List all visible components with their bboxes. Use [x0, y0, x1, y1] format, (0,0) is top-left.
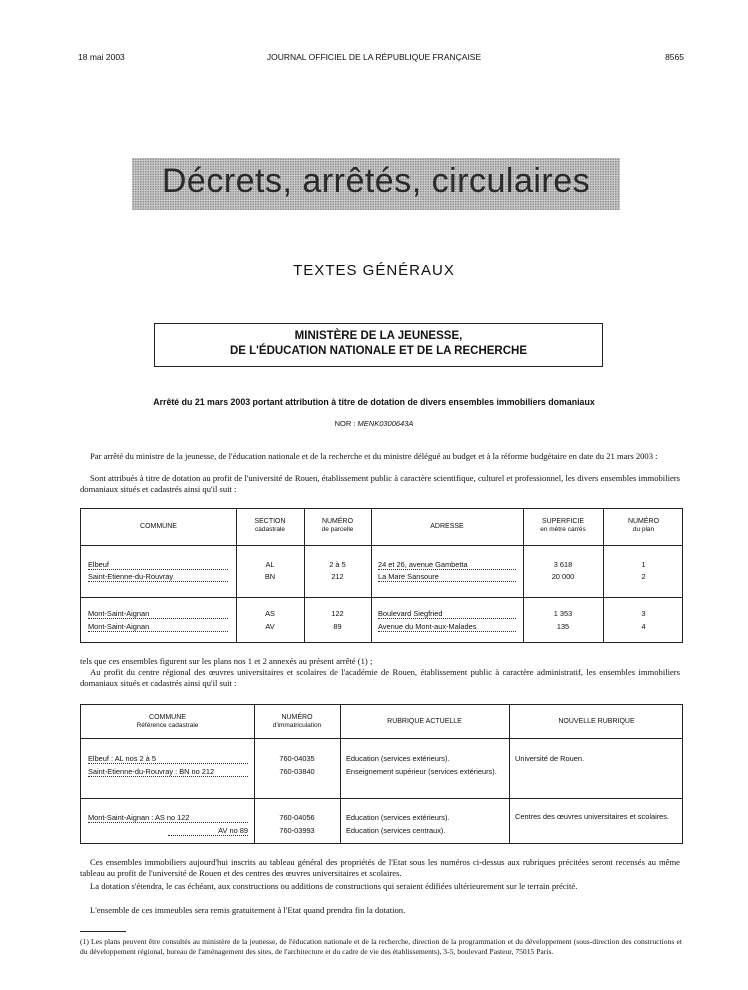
table-row: AV no 89	[88, 826, 248, 836]
journal-title: JOURNAL OFFICIEL DE LA RÉPUBLIQUE FRANÇAISE	[266, 52, 482, 62]
cell-immatriculation: 760-03993	[279, 826, 315, 835]
col-header-commune: COMMUNE	[140, 523, 177, 530]
cell-plan: 2	[641, 572, 646, 581]
cell-parcelle: 122	[331, 609, 344, 618]
paragraph-2-text: Sont attribués à titre de dotation au profit de l'université de Rouen, établissement public à caractère scientifique, culturel et professionnel, les divers ensembles immobiliers domaniaux situés et cadastrés ainsi qu'il suit :	[80, 473, 680, 494]
cell-parcelle: 212	[331, 572, 344, 581]
ministry-line-2: DE L'ÉDUCATION NATIONALE ET DE LA RECHERCHE	[229, 345, 528, 357]
col-header-commune: COMMUNE Référence cadastrale	[136, 714, 199, 729]
paragraph-1-text: Par arrêté du ministre de la jeunesse, de l'éducation nationale et de la recherche et du ministre délégué au budget et à la réforme budgétaire en date du 21 mars 2003 :	[90, 451, 658, 461]
cell-section: AL	[265, 560, 275, 569]
cell-plan: 3	[641, 609, 646, 618]
table-row: Elbeuf : AL nos 2 à 5	[88, 754, 248, 764]
cell-rubrique: Education (services extérieurs).	[346, 754, 450, 763]
banner-title: Décrets, arrêtés, circulaires	[161, 162, 591, 200]
cell-superficie: 3 618	[553, 560, 573, 569]
section-title: TEXTES GÉNÉRAUX	[293, 262, 455, 279]
col-header-superficie: SUPERFICIE en mètre carrés	[540, 518, 586, 533]
footnote-divider	[80, 931, 126, 932]
table-row: Mont-Saint-Aignan : AS no 122	[88, 813, 248, 823]
col-header-section: SECTION cadastrale	[254, 518, 286, 533]
col-header-rubrique: RUBRIQUE ACTUELLE	[387, 718, 462, 725]
cell-immatriculation: 760-04056	[279, 813, 315, 822]
cell-parcelle: 2 à 5	[329, 560, 346, 569]
cell-immatriculation: 760-04035	[279, 754, 315, 763]
cell-section: BN	[264, 572, 276, 581]
cell-superficie: 20 000	[551, 572, 575, 581]
paragraph-6	[80, 881, 680, 892]
cell-section: AV	[265, 622, 275, 631]
paragraph-7-text: L'ensemble de ces immeubles sera remis gratuitement à l'Etat quand prendra fin la dotation.	[90, 905, 406, 915]
section-banner	[132, 158, 620, 210]
table-row: Mont-Saint-Aignan	[88, 622, 231, 632]
cell-immatriculation: 760-03840	[279, 767, 315, 776]
table-row: Saint-Etienne-du-Rouvray : BN no 212	[88, 767, 248, 777]
dotation-table-2	[80, 704, 683, 844]
col-header-adresse: ADRESSE	[430, 523, 464, 530]
table-row: Mont-Saint-Aignan	[88, 609, 231, 619]
paragraph-7	[80, 905, 680, 916]
cell-plan: 4	[641, 622, 646, 631]
paragraph-5	[80, 857, 680, 879]
nor-reference	[0, 419, 748, 428]
ministry-line-1: MINISTÈRE DE LA JEUNESSE,	[294, 330, 463, 342]
cell-rubrique: Education (services centraux).	[346, 826, 446, 835]
paragraph-4-text: Au profit du centre régional des œuvres universitaires et scolaires de l'académie de Rouen, établissement public à caractère administratif, les ensembles immobiliers domaniaux situés et cadastrés ainsi qu'il suit :	[80, 667, 680, 688]
cell-rubrique: Education (services extérieurs).	[346, 813, 450, 822]
paragraph-6-text: La dotation s'étendra, le cas échéant, aux constructions ou additions de constructions qui seraient édifiées ultérieurement sur le terrain précité.	[90, 881, 578, 891]
paragraph-2	[80, 473, 680, 495]
cell-superficie: 135	[556, 622, 570, 631]
cell-adresse: La Mare Sansoure	[378, 572, 518, 582]
col-header-plan: NUMÉRO du plan	[627, 518, 660, 533]
nor-label: NOR :	[334, 419, 356, 428]
col-header-nouvelle-rubrique: NOUVELLE RUBRIQUE	[558, 718, 635, 725]
arrete-title: Arrêté du 21 mars 2003 portant attribution à titre de dotation de divers ensembles immobiliers domaniaux	[153, 397, 595, 407]
paragraph-3: tels que ces ensembles figurent sur les plans nos 1 et 2 annexés au présent arrêté (1) ;	[80, 656, 373, 666]
cell-section: AS	[265, 609, 275, 618]
paragraph-5-text: Ces ensembles immobiliers aujourd'hui inscrits au tableau général des propriétés de l'Etat sous les numéros ci-dessus aux rubriques précitées seront recensés au même tableau au profit de l'université de Rouen et des centres des œuvres universitaires et scolaires.	[80, 857, 680, 878]
col-header-parcelle: NUMÉRO de parcelle	[321, 518, 354, 533]
table-row: Elbeuf	[88, 560, 231, 570]
paragraph-4	[80, 667, 680, 689]
footnote: (1) Les plans peuvent être consultés au ministère de la jeunesse, de l'éducation nationale et de la recherche, direction de la programmation et du développement (sous-direction des constructions et du développement régional, bureau de l'aménagement des sites, de l'architecture et du cadre de vie des établissements), 3-5, boulevard Pasteur, 75015 Paris.	[80, 937, 682, 956]
header-date: 18 mai 2003	[78, 52, 125, 62]
paragraph-1	[80, 451, 680, 462]
table-row: Saint-Etienne-du-Rouvray	[88, 572, 231, 582]
cell-adresse: Avenue du Mont-aux-Malades	[378, 622, 518, 632]
cell-adresse: Boulevard Siegfried	[378, 609, 518, 619]
cell-nouvelle-rubrique: Centres des œuvres universitaires et scolaires.	[515, 812, 670, 821]
cell-parcelle: 89	[333, 622, 342, 631]
cell-superficie: 1 353	[553, 609, 573, 618]
cell-plan: 1	[641, 560, 646, 569]
col-header-immatriculation: NUMÉRO d'immatriculation	[272, 714, 322, 729]
ministry-box	[154, 323, 603, 367]
cell-adresse: 24 et 26, avenue Gambetta	[378, 560, 518, 570]
cell-nouvelle-rubrique: Université de Rouen.	[515, 754, 585, 763]
cell-rubrique: Enseignement supérieur (services extérieurs).	[346, 767, 497, 776]
dotation-table-1	[80, 508, 683, 643]
page-number: 8565	[665, 52, 684, 62]
nor-code: MENK0300643A	[357, 419, 414, 428]
